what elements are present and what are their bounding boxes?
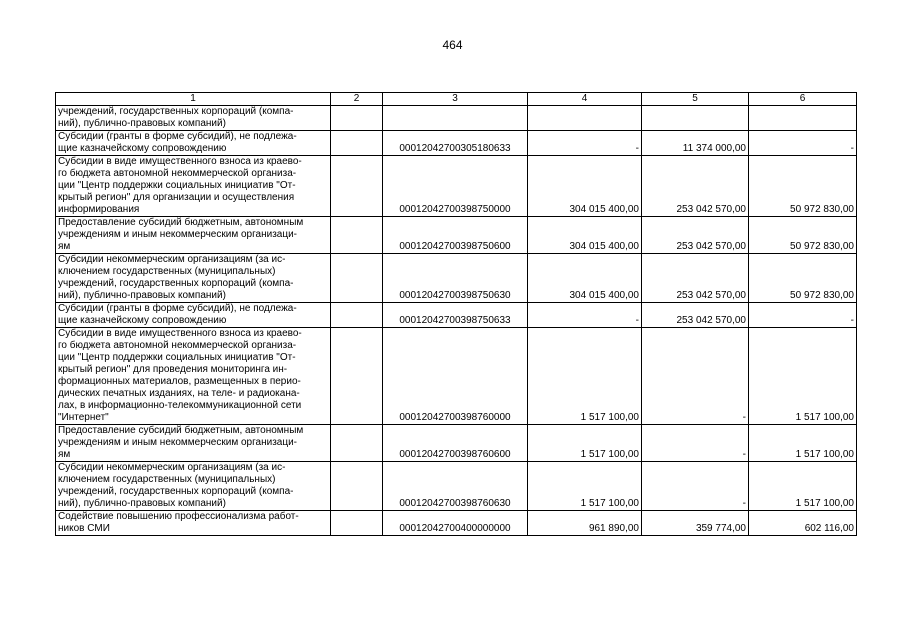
column-header: 3 — [383, 93, 528, 106]
column-header: 6 — [749, 93, 857, 106]
cell-code: 00012042700398750600 — [383, 217, 528, 254]
cell-value-5: 253 042 570,00 — [642, 254, 749, 303]
row-name: Субсидии в виде имущественного взноса из краево- го бюджета автономной некоммерческой организа- ции "Центр поддержки социальных инициатив "От- крытый регион" для организации и осуществления информирования — [56, 156, 331, 217]
row-name: Субсидии (гранты в форме субсидий), не подлежа- щие казначейскому сопровождению — [56, 131, 331, 156]
cell-value-4: 304 015 400,00 — [528, 217, 642, 254]
cell-value-5 — [642, 106, 749, 131]
table-header-row — [56, 93, 857, 106]
cell-col2 — [331, 156, 383, 217]
row-name: Предоставление субсидий бюджетным, автономным учреждениям и иным некоммерческим организаци- ям — [56, 425, 331, 462]
cell-col2 — [331, 511, 383, 536]
cell-value-6: 602 116,00 — [749, 511, 857, 536]
cell-value-5: - — [642, 328, 749, 425]
row-name: Субсидии некоммерческим организациям (за ис- ключением государственных (муниципальных) учреждений, государственных корпораций (компа- ний), публично-правовых компаний) — [56, 254, 331, 303]
row-name: Субсидии в виде имущественного взноса из краево- го бюджета автономной некоммерческой организа- ции "Центр поддержки социальных инициатив "От- крытый регион" для проведения мониторинга ин- формационных материалов, размещенных в перио- дических печатных изданиях, на теле- и радиокана- лах, в информационно-телекоммуникационной сети "Интернет" — [56, 328, 331, 425]
column-header: 2 — [331, 93, 383, 106]
cell-col2 — [331, 106, 383, 131]
cell-code: 00012042700398750000 — [383, 156, 528, 217]
page-number: 464 — [442, 38, 463, 52]
row-name: учреждений, государственных корпораций (компа- ний), публично-правовых компаний) — [56, 106, 331, 131]
table-row — [56, 425, 857, 462]
cell-value-4: 1 517 100,00 — [528, 425, 642, 462]
row-name: Субсидии (гранты в форме субсидий), не подлежа- щие казначейскому сопровождению — [56, 303, 331, 328]
cell-value-6: - — [749, 131, 857, 156]
cell-value-5: 253 042 570,00 — [642, 156, 749, 217]
cell-col2 — [331, 462, 383, 511]
table-row — [56, 462, 857, 511]
cell-code: 00012042700398750630 — [383, 254, 528, 303]
cell-value-4: 304 015 400,00 — [528, 156, 642, 217]
cell-value-6: - — [749, 303, 857, 328]
column-header: 5 — [642, 93, 749, 106]
cell-value-4: 1 517 100,00 — [528, 462, 642, 511]
cell-code: 00012042700398760600 — [383, 425, 528, 462]
table-row — [56, 131, 857, 156]
table-row — [56, 106, 857, 131]
row-name: Содействие повышению профессионализма работ- ников СМИ — [56, 511, 331, 536]
cell-value-6: 1 517 100,00 — [749, 462, 857, 511]
cell-code: 00012042700398750633 — [383, 303, 528, 328]
cell-col2 — [331, 425, 383, 462]
table-row — [56, 254, 857, 303]
row-name: Субсидии некоммерческим организациям (за ис- ключением государственных (муниципальных) учреждений, государственных корпораций (компа- ний), публично-правовых компаний) — [56, 462, 331, 511]
cell-value-5: 11 374 000,00 — [642, 131, 749, 156]
cell-value-5: 253 042 570,00 — [642, 303, 749, 328]
cell-col2 — [331, 328, 383, 425]
cell-col2 — [331, 303, 383, 328]
table-row — [56, 328, 857, 425]
cell-value-4: 1 517 100,00 — [528, 328, 642, 425]
cell-col2 — [331, 131, 383, 156]
column-header: 4 — [528, 93, 642, 106]
cell-value-5: - — [642, 425, 749, 462]
cell-value-5: - — [642, 462, 749, 511]
cell-code: 00012042700400000000 — [383, 511, 528, 536]
cell-col2 — [331, 217, 383, 254]
cell-value-6: 50 972 830,00 — [749, 217, 857, 254]
column-header: 1 — [56, 93, 331, 106]
table-row — [56, 303, 857, 328]
cell-value-6: 1 517 100,00 — [749, 328, 857, 425]
cell-value-6: 1 517 100,00 — [749, 425, 857, 462]
cell-col2 — [331, 254, 383, 303]
budget-table — [55, 92, 857, 536]
cell-value-4: 961 890,00 — [528, 511, 642, 536]
cell-code: 00012042700305180633 — [383, 131, 528, 156]
cell-value-6: 50 972 830,00 — [749, 254, 857, 303]
row-name: Предоставление субсидий бюджетным, автономным учреждениям и иным некоммерческим организаци- ям — [56, 217, 331, 254]
cell-value-5: 359 774,00 — [642, 511, 749, 536]
cell-code: 00012042700398760630 — [383, 462, 528, 511]
cell-code: 00012042700398760000 — [383, 328, 528, 425]
table-row — [56, 156, 857, 217]
cell-value-4 — [528, 106, 642, 131]
cell-value-6 — [749, 106, 857, 131]
table-row — [56, 217, 857, 254]
cell-value-5: 253 042 570,00 — [642, 217, 749, 254]
cell-value-4: - — [528, 131, 642, 156]
cell-value-4: - — [528, 303, 642, 328]
cell-code — [383, 106, 528, 131]
cell-value-6: 50 972 830,00 — [749, 156, 857, 217]
table-row — [56, 511, 857, 536]
cell-value-4: 304 015 400,00 — [528, 254, 642, 303]
